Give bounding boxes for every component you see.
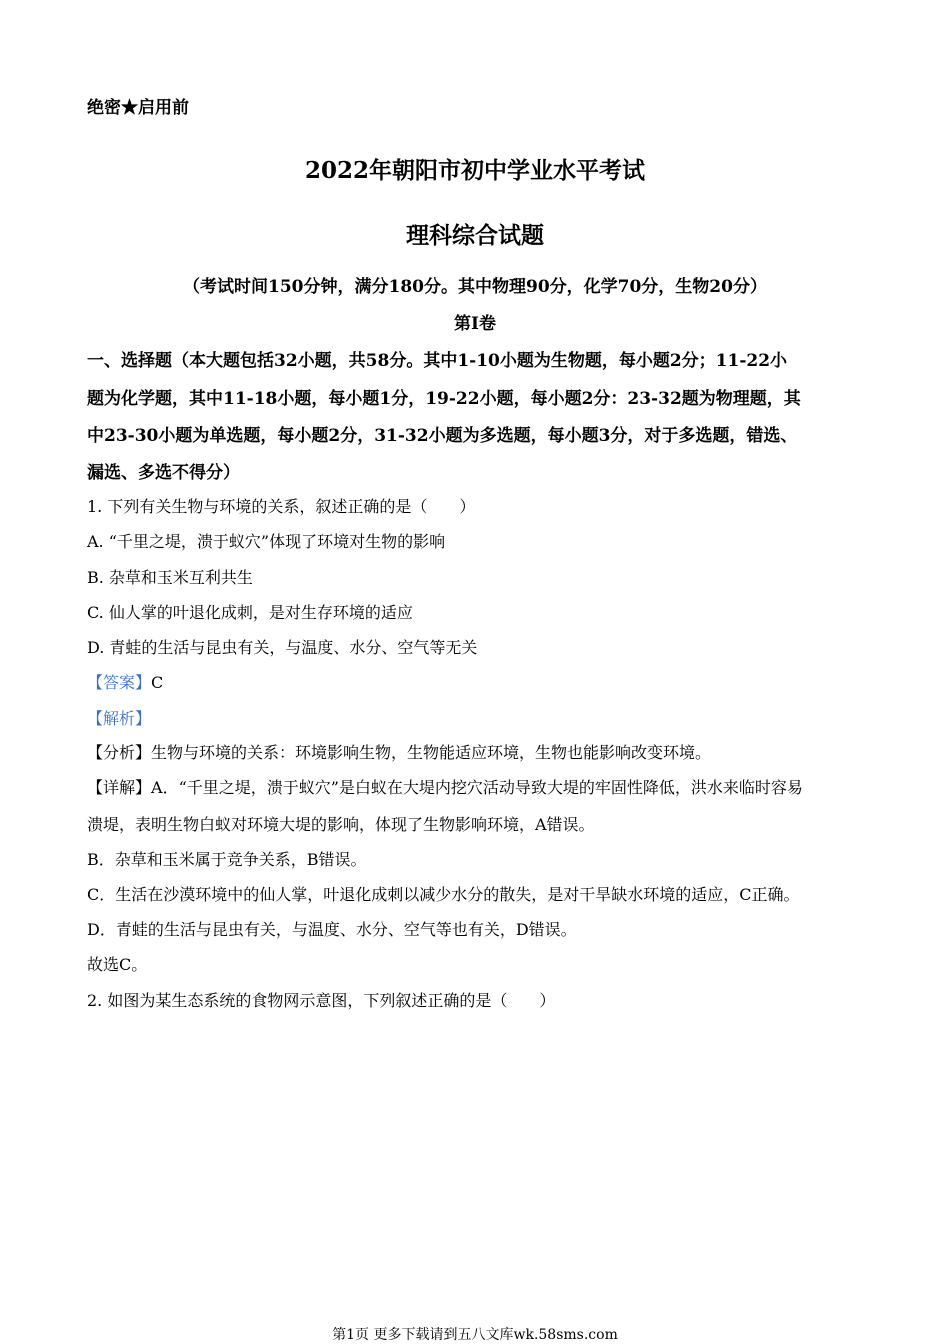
- secret-label: 绝密★启用前: [87, 98, 189, 118]
- exam-info: （考试时间150分钟，满分180分。其中物理90分，化学70分，生物20分）: [183, 277, 767, 297]
- section-instructions-line: 漏选、多选不得分）: [87, 463, 240, 483]
- answer-value: C: [151, 673, 164, 692]
- question-1-stem: 1. 下列有关生物与环境的关系，叙述正确的是（ ）: [87, 497, 476, 516]
- question-1-option-c: C. 仙人掌的叶退化成刺，是对生存环境的适应: [87, 603, 413, 622]
- fenxi-row: [87, 740, 711, 763]
- xiangjie-text: A．“千里之堤，溃于蚁穴”是白蚁在大堤内挖穴活动导致大堤的牢固性降低，洪水来临时容易: [151, 778, 803, 797]
- explanation-b: B．杂草和玉米属于竞争关系，B错误。: [87, 850, 367, 869]
- volume-label: 第Ⅰ卷: [454, 314, 496, 334]
- conclusion: 故选C。: [87, 955, 148, 974]
- exam-title: 2022年朝阳市初中学业水平考试: [304, 157, 645, 184]
- fenxi-text: 生物与环境的关系：环境影响生物，生物能适应环境，生物也能影响改变环境。: [151, 743, 712, 762]
- exam-subtitle: 理科综合试题: [406, 222, 544, 249]
- question-1-option-d: D. 青蛙的生活与昆虫有关，与温度、水分、空气等无关: [87, 638, 478, 657]
- fenxi-tag: 【分析】: [87, 743, 152, 762]
- question-1-option-a: A. “千里之堤，溃于蚁穴”体现了环境对生物的影响: [87, 532, 446, 551]
- answer-row: [87, 670, 163, 693]
- question-2-stem: 2. 如图为某生态系统的食物网示意图，下列叙述正确的是（ ）: [87, 991, 556, 1010]
- page-footer: 第1页 更多下载请到五八文库wk.58sms.com: [332, 1327, 618, 1343]
- question-1-option-b: B. 杂草和玉米互利共生: [87, 568, 253, 587]
- analysis-tag: 【解析】: [87, 709, 152, 728]
- xiangjie-tag: 【详解】: [87, 778, 152, 797]
- section-instructions-line: 一、选择题（本大题包括32小题，共58分。其中1-10小题为生物题，每小题2分；11-22小: [87, 351, 788, 371]
- xiangjie-continuation: 溃堤，表明生物白蚁对环境大堤的影响，体现了生物影响环境，A错误。: [87, 815, 595, 834]
- explanation-c: C．生活在沙漠环境中的仙人掌，叶退化成刺以减少水分的散失，是对干旱缺水环境的适应，C正确。: [87, 885, 800, 904]
- section-instructions-line: 中23-30小题为单选题，每小题2分，31-32小题为多选题，每小题3分，对于多选题，错选、: [87, 426, 798, 446]
- section-instructions-line: 题为化学题，其中11-18小题，每小题1分，19-22小题，每小题2分：23-32题为物理题，其: [87, 389, 801, 409]
- explanation-d: D．青蛙的生活与昆虫有关，与温度、水分、空气等也有关，D错误。: [87, 920, 577, 939]
- xiangjie-row: [87, 775, 803, 798]
- answer-tag: 【答案】: [87, 673, 152, 692]
